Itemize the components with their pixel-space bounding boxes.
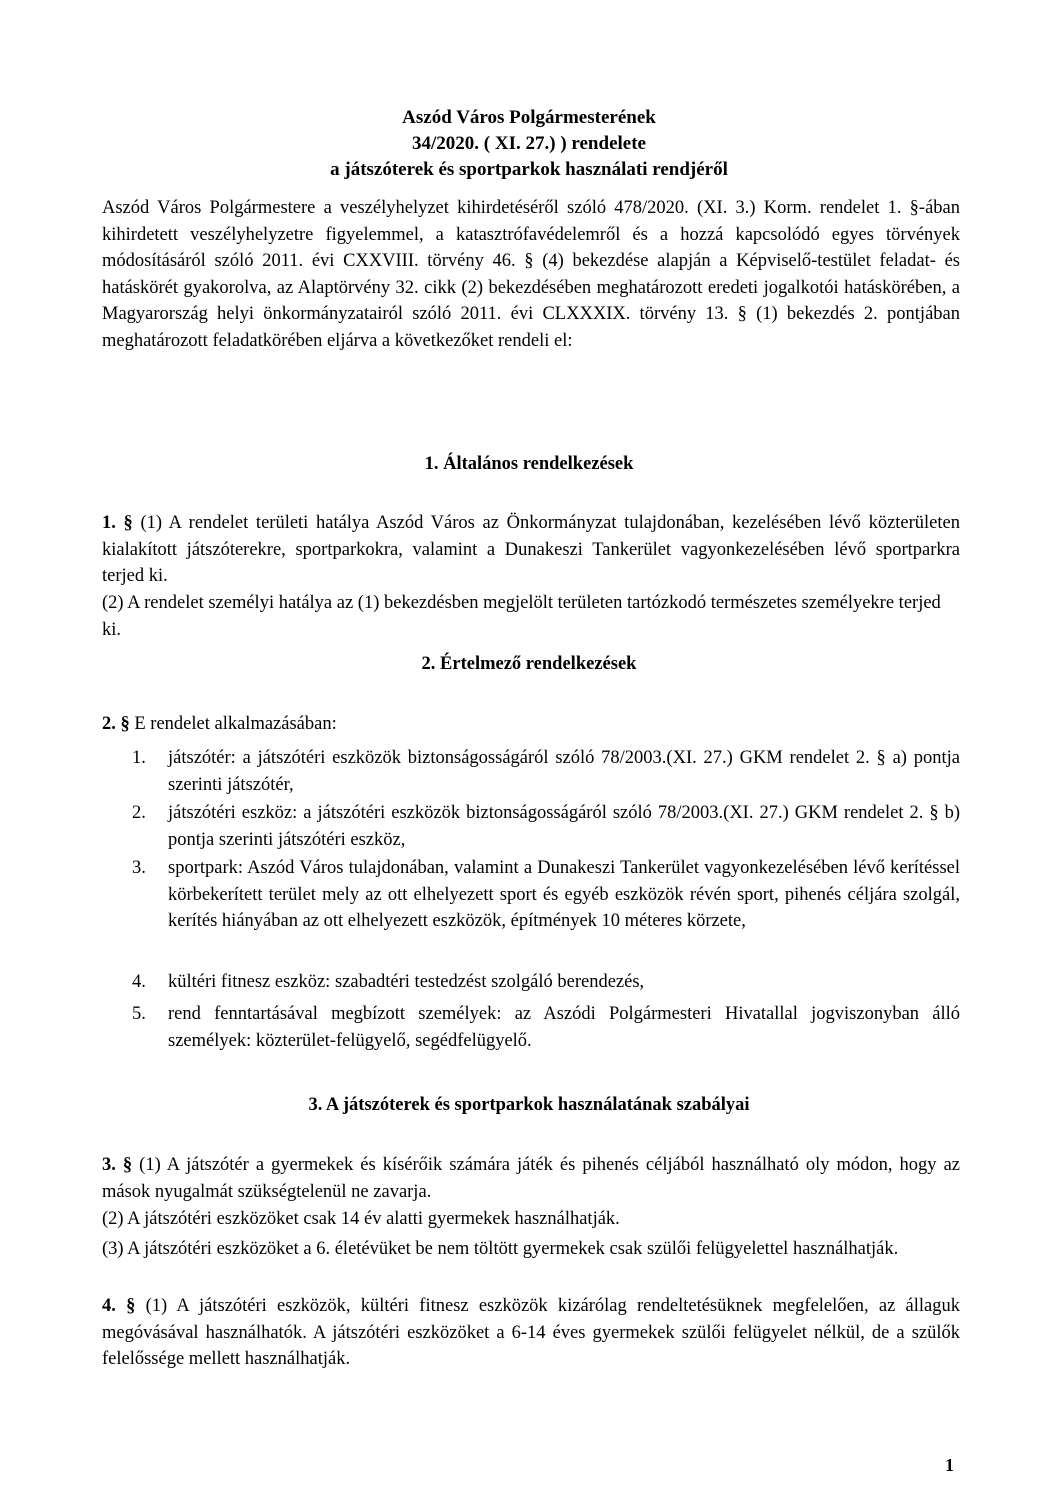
preamble: Aszód Város Polgármestere a veszélyhelyzet kihirdetéséről szóló 478/2020. (XI. 3.) Korm. rendelet 1. §-ában kihirdetett veszélyhelyzetre figyelemmel, a katasztrófavédelemről és a hozzá kapcsolódó egyes törvények módosításáról szóló 2011. évi CXXVIII. törvény 46. § (4) bekezdése alapján a Képviselő-testület feladat- és hatáskörét gyakorolva, az Alaptörvény 32. cikk (2) bekezdésében meghatározott eredeti jogalkotói hatáskörében, a Magyarország helyi önkormányzatairól szóló 2011. évi CLXXXIX. törvény 13. § (1) bekezdés 2. pontjában meghatározott feladatkörében eljárva a következőket rendeli el: [102,198,960,351]
section-heading-1: 1. Általános rendelkezések [424,454,634,474]
paragraph-text: (1) A játszótér a gyermekek és kísérőik számára játék és pihenés céljából használható oly módon, hogy az mások nyugalmát szükségtelenül ne zavarja. [102,1155,960,1202]
paragraph-1-2 [102,590,960,643]
paragraph-text: (2) A játszótéri eszközöket csak 14 év alatti gyermekek használhatják. [102,1209,620,1229]
paragraph-text: (1) A rendelet területi hatálya Aszód Város az Önkormányzat tulajdonában, kezelésében lévő közterületen kialakított játszóterekre, sportparkokra, valamint a Dunakeszi Tankerület vagyonkezelésében lévő sportparkra terjed ki. [102,513,960,586]
paragraph-4-1 [102,1293,960,1373]
paragraph-lead: 1. § [102,513,133,533]
paragraph-text: (1) A játszótéri eszközök, kültéri fitnesz eszközök kizárólag rendeltetésüknek megfelelően, az állaguk megóvásával használhatók. A játszótéri eszközöket a 6-14 éves gyermekek szülői felügyelet nélkül, de a szülők felelőssége mellett használhatják. [102,1296,960,1369]
item-text: kültéri fitnesz eszköz: szabadtéri testedzést szolgáló berendezés, [168,972,645,992]
definition-item [132,800,960,853]
item-text: játszótér: a játszótéri eszközök biztonságosságáról szóló 78/2003.(XI. 27.) GKM rendelet 2. § a) pontja szerinti játszótér, [168,748,960,795]
paragraph-text: (3) A játszótéri eszközöket a 6. életévüket be nem töltött gyermekek csak szülői felügyelettel használhatják. [102,1239,899,1259]
item-text: sportpark: Aszód Város tulajdonában, valamint a Dunakeszi Tankerület vagyonkezelésében lévő kerítéssel körbekerített terület mely az ott elhelyezett sport és egyéb eszközök révén sport, pihenés céljára szolgál, kerítés hiányában az ott elhelyezett eszközök, építmények 10 méteres körzete, [168,858,960,931]
paragraph-2-intro [102,711,960,738]
section-heading-2: 2. Értelmező rendelkezések [421,654,637,674]
paragraph-lead: 3. § [102,1155,133,1175]
document-title [0,105,1058,183]
definition-item [132,745,960,798]
paragraph-1-1 [102,510,960,590]
item-number: 5. [132,1004,146,1024]
paragraph-text: (2) A rendelet személyi hatálya az (1) bekezdésben megjelölt területen tartózkodó természetes személyekre terjed ki. [102,593,941,640]
definition-item [132,1001,960,1054]
definition-item [132,969,960,996]
item-number: 4. [132,972,146,992]
item-number: 2. [132,803,146,823]
title-line-subject: a játszóterek és sportparkok használati rendjéről [330,159,728,180]
item-text: rend fenntartásával megbízott személyek: az Aszódi Polgármesteri Hivatallal jogviszonyban álló személyek: közterület-felügyelő, segédfelügyelő. [168,1004,960,1051]
paragraph-text: E rendelet alkalmazásában: [129,714,337,734]
item-number: 1. [132,748,146,768]
item-text: játszótéri eszköz: a játszótéri eszközök biztonságosságáról szóló 78/2003.(XI. 27.) GKM rendelet 2. § b) pontja szerinti játszótéri eszköz, [168,803,960,850]
paragraph-3-1 [102,1152,960,1205]
paragraph-lead: 2. § [102,714,130,734]
item-number: 3. [132,858,146,878]
page-number: 1 [945,1455,954,1475]
title-line-issuer: Aszód Város Polgármesterének [402,107,656,128]
definition-item [132,855,960,935]
paragraph-3-3 [102,1236,960,1263]
section-heading-3: 3. A játszóterek és sportparkok használatának szabályai [308,1095,750,1115]
paragraph-3-2 [102,1206,960,1233]
paragraph-lead: 4. § [102,1296,136,1316]
title-line-number: 34/2020. ( XI. 27.) ) rendelete [412,133,646,154]
